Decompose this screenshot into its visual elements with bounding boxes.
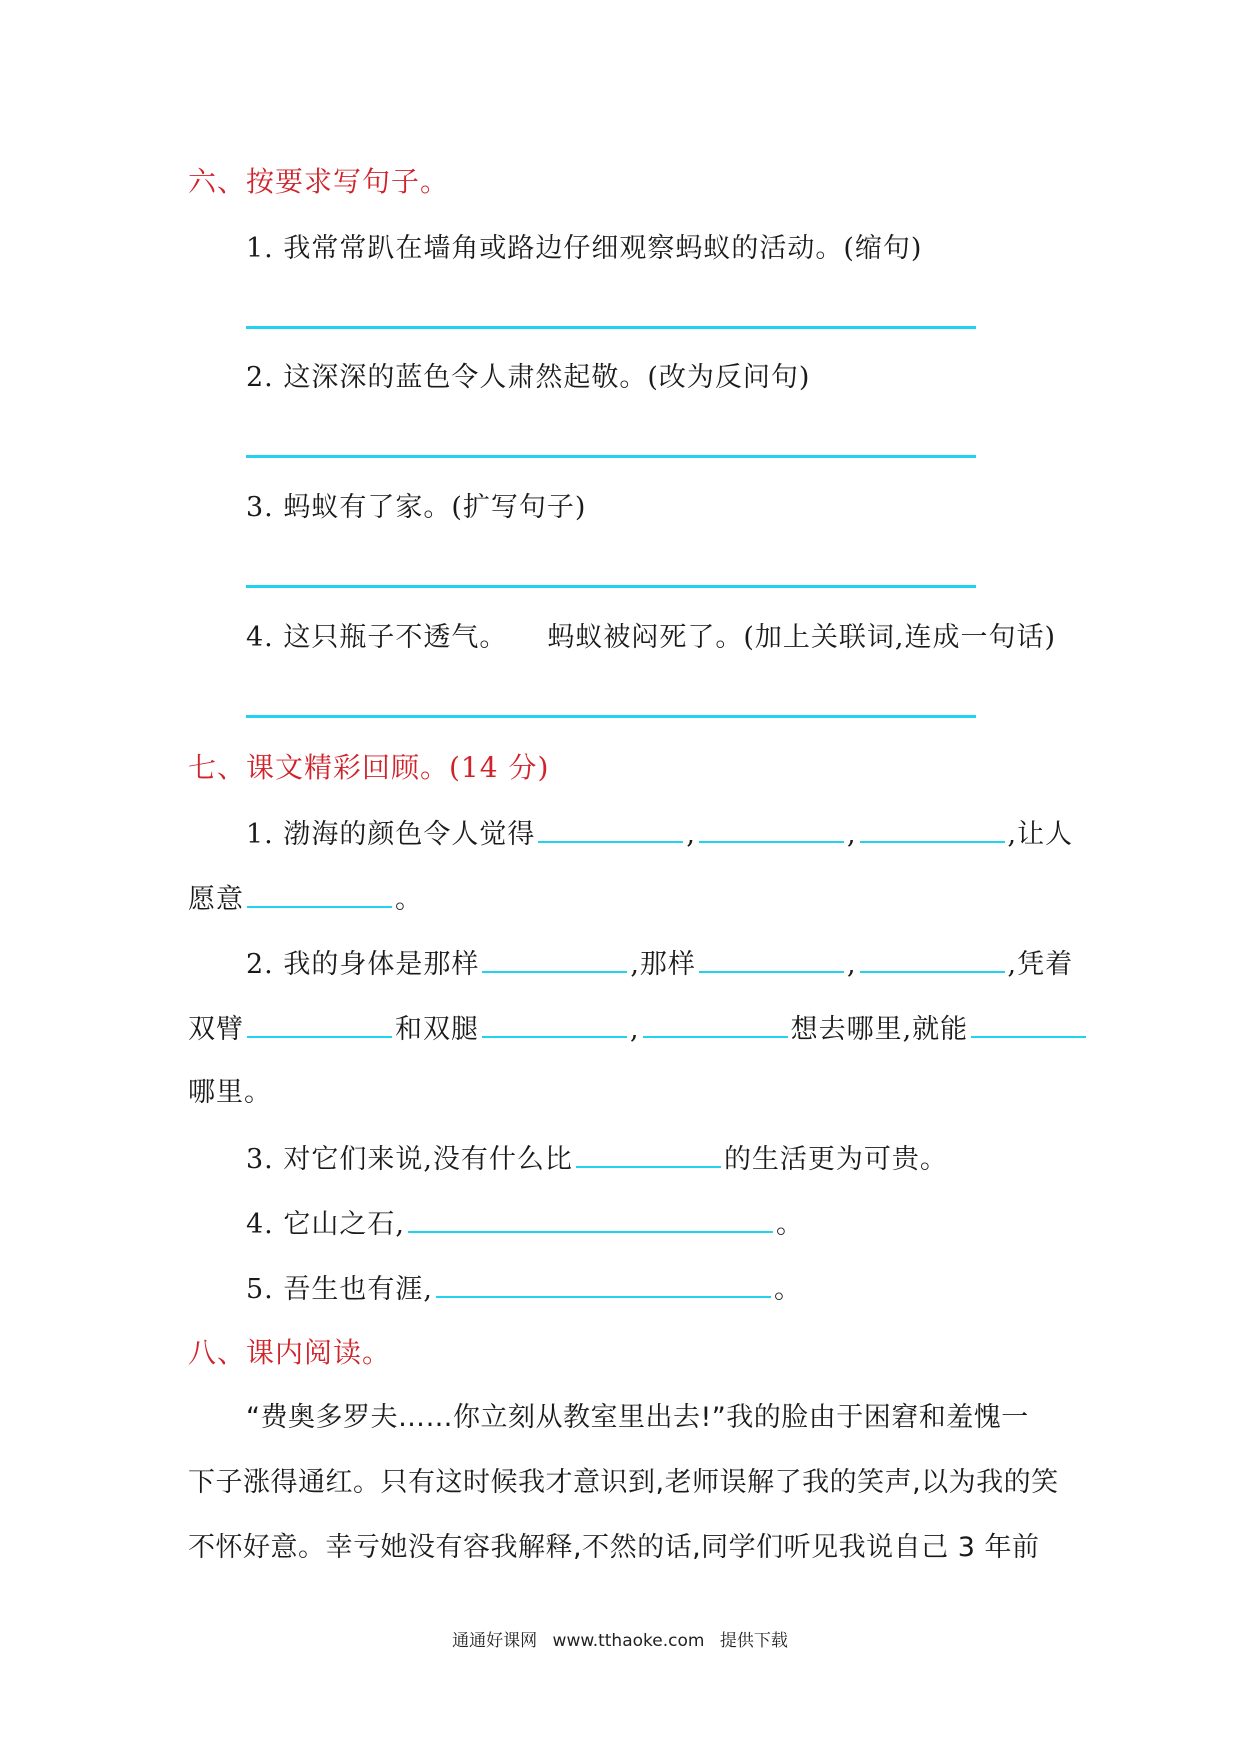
answer-line-4[interactable]: [246, 715, 976, 718]
footer-note: 提供下载: [719, 1631, 788, 1651]
q1-blank-1[interactable]: [538, 815, 683, 843]
section7-q5: [246, 1270, 802, 1308]
section6-item-4-part1: 4. 这只瓶子不透气。: [246, 622, 508, 653]
passage-line-3: 不怀好意。幸亏她没有容我解释,不然的话,同学们听见我说自己 3 年前: [188, 1532, 1040, 1563]
page-footer: [0, 1629, 1240, 1653]
q2-blank-4[interactable]: [247, 1010, 392, 1038]
section7-q1-line1: [246, 815, 1073, 853]
section6-item-3: 3. 蚂蚁有了家。(扩写句子): [246, 492, 587, 523]
q1-text-c: 愿意: [188, 884, 244, 915]
section6-item-4-part2: 蚂蚁被闷死了。(加上关联词,连成一句话): [547, 622, 1056, 653]
q2-text-d: 双臂: [188, 1014, 244, 1045]
q2-sep-1: ,: [846, 949, 857, 980]
q2-text-e: 和双腿: [395, 1014, 479, 1045]
answer-line-3[interactable]: [246, 585, 976, 588]
q1-blank-3[interactable]: [860, 815, 1005, 843]
section7-q1-line2: [188, 880, 423, 918]
q2-text-b: ,那样: [630, 949, 696, 980]
section6-item-4: [246, 620, 1056, 656]
q4-blank[interactable]: [408, 1205, 773, 1233]
q1-blank-2[interactable]: [699, 815, 844, 843]
passage-line-2: 下子涨得通红。只有这时候我才意识到,老师误解了我的笑声,以为我的笑: [188, 1467, 1059, 1498]
q1-sep-1: ,: [686, 819, 696, 850]
q1-text-b: ,让人: [1007, 819, 1074, 850]
q3-text-a: 3. 对它们来说,没有什么比: [246, 1144, 573, 1175]
q5-blank[interactable]: [436, 1270, 771, 1298]
section7-heading: 七、课文精彩回顾。(14 分): [188, 751, 550, 784]
section7-q4: [246, 1205, 804, 1243]
footer-url[interactable]: www.tthaoke.com: [552, 1631, 705, 1651]
q2-text-c: ,凭着: [1007, 949, 1074, 980]
q3-blank[interactable]: [576, 1140, 721, 1168]
section7-q3: [246, 1140, 948, 1178]
section6-item-1: 1. 我常常趴在墙角或路边仔细观察蚂蚁的活动。(缩句): [246, 233, 923, 264]
section6-item-2: 2. 这深深的蓝色令人肃然起敬。(改为反问句): [246, 362, 811, 393]
footer-site-name: 通通好课网: [452, 1631, 538, 1651]
q1-sep-2: ,: [846, 819, 857, 850]
q2-sep-2: ,: [630, 1014, 640, 1045]
section7-q2-line2: [188, 1010, 1089, 1048]
q2-blank-5[interactable]: [482, 1010, 627, 1038]
passage-line-1: “费奥多罗夫……你立刻从教室里出去!”我的脸由于困窘和羞愧一: [246, 1402, 1029, 1433]
q2-blank-2[interactable]: [699, 945, 844, 973]
q3-text-b: 的生活更为可贵。: [723, 1144, 948, 1175]
q1-end: 。: [395, 884, 423, 915]
q1-text-a: 1. 渤海的颜色令人觉得: [246, 819, 536, 850]
answer-line-1[interactable]: [246, 326, 976, 329]
q2-blank-1[interactable]: [482, 945, 627, 973]
section6-heading: 六、按要求写句子。: [188, 165, 450, 198]
section7-q2-line1: [246, 945, 1073, 983]
q2-text-a: 2. 我的身体是那样: [246, 949, 480, 980]
q5-end: 。: [773, 1274, 802, 1305]
q2-blank-7[interactable]: [971, 1010, 1086, 1038]
q2-blank-6[interactable]: [643, 1010, 788, 1038]
q4-end: 。: [775, 1209, 804, 1240]
q5-text-a: 5. 吾生也有涯,: [246, 1274, 433, 1305]
q1-blank-4[interactable]: [247, 880, 392, 908]
q4-text-a: 4. 它山之石,: [246, 1209, 405, 1240]
answer-line-2[interactable]: [246, 455, 976, 458]
q2-blank-3[interactable]: [860, 945, 1005, 973]
q2-text-f: 想去哪里,就能: [790, 1014, 969, 1045]
section8-heading: 八、课内阅读。: [188, 1336, 392, 1369]
section7-q2-line3: 哪里。: [188, 1077, 272, 1108]
